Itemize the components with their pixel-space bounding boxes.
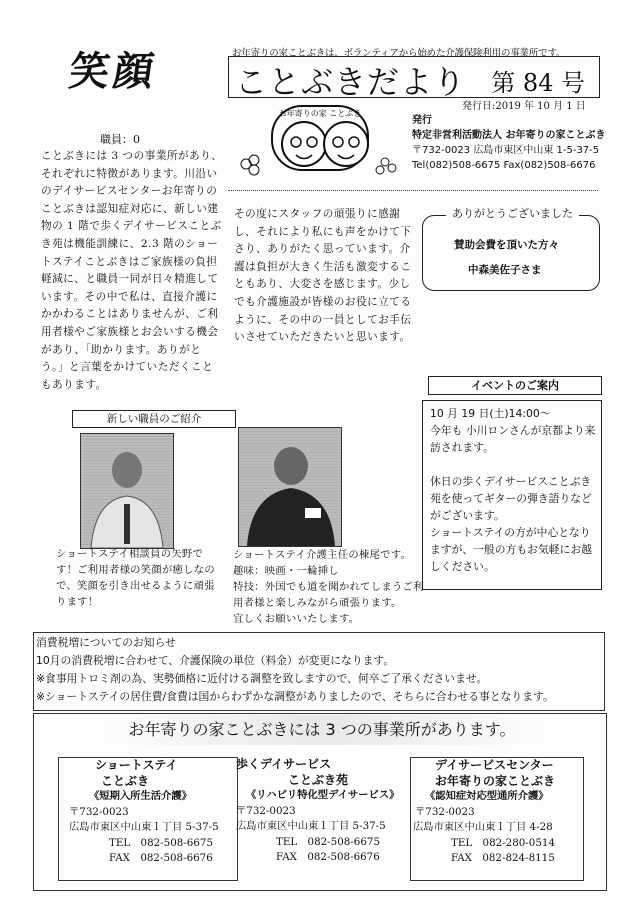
office-fax: FAX 082-508-6676 xyxy=(276,851,380,863)
publisher-label: 発行 xyxy=(412,115,432,126)
staff-photo-1 xyxy=(80,433,174,549)
office-type: 《短期入所生活介護》 xyxy=(89,790,192,802)
office-type: 《認知症対応型通所介護》 xyxy=(425,790,549,802)
tax-heading: 消費税増についてのお知らせ xyxy=(36,636,176,649)
staff-2-closing: 宜しくお願いいたします。 xyxy=(233,613,360,625)
office-tel: TEL 082-508-6675 xyxy=(109,836,213,849)
issue-number: 第 84 号 xyxy=(491,69,585,97)
tax-line-2: ※食事用トロミ剤の為、実勢価格に近付ける調整を致しますので、何卒ご了承くださいませ。 xyxy=(36,672,488,685)
thanks-box xyxy=(422,215,600,291)
newsletter-title: ことぶきだより xyxy=(235,63,467,101)
office-zip: 〒732-0023 xyxy=(236,804,296,817)
tax-notice xyxy=(36,634,602,706)
staff-1-caption: ショートステイ相談員の矢野です！ご利用者様の笑顔が癒しなので、笑顔を引き出せるように頑張ります！ xyxy=(56,548,215,608)
logo-title: 笑顔 xyxy=(66,48,161,95)
person-icon xyxy=(239,428,341,546)
office-tel: TEL 082-280-0514 xyxy=(451,836,555,849)
staff-2-hobby: 趣味：映画・一輪挿し xyxy=(233,565,339,577)
article-left-column: ことぶきには 3 つの事業所があり、それぞれに特徴があります。川沿いのデイサービスセンターお年寄りのことぶきは認知症対応に、新しい建物の 1 階で歩くデイサービスことぶき苑は機能訓練に、2.3 階のショートステイことぶきはご家族様の負担軽減に、と職員一同が日々精進しています。その中で私は、直接介護にかかわることはありませんが、ご利用者様やご家族様とお会いする機会があり、「助かります。ありがとう。」と言葉をかけていただくこともあります。 xyxy=(41,150,223,391)
office-subname: ことぶき xyxy=(101,773,150,788)
office-address: 広島市東区中山東１丁目 4-28 xyxy=(413,821,553,833)
publisher-phone: Tel(082)508-6675 Fax(082)508-6676 xyxy=(412,160,596,171)
thanks-name: 中森美佐子さま xyxy=(468,264,542,276)
staff-photo-2 xyxy=(238,427,342,547)
office-fax: FAX 082-508-6676 xyxy=(109,852,213,864)
new-staff-heading: 新しい職員のご紹介 xyxy=(72,410,236,428)
offices-banner: お年寄りの家ことぶきには 3 つの事業所があります。 xyxy=(44,715,600,745)
office-short-stay xyxy=(58,757,238,881)
thanks-subheading: 賛助会費を頂いた方々 xyxy=(454,239,559,251)
tax-line-1: 10月の消費税増に合わせて、介護保険の単位（料金）が変更になります。 xyxy=(36,654,395,667)
event-line-2: 休日の歩くデイサービスことぶき苑を使ってギターの弾き語りなどがございます。 xyxy=(430,475,592,522)
staff-2-intro: ショートステイ介護主任の棟尾です。 xyxy=(233,549,412,561)
office-name: ショートステイ xyxy=(95,758,178,772)
office-dementia-day xyxy=(410,757,584,881)
newsletter-title-box xyxy=(228,56,600,101)
office-fax: FAX 082-824-8115 xyxy=(451,852,555,864)
staff-2-caption xyxy=(233,547,429,627)
thanks-heading: ありがとうございました xyxy=(446,205,579,221)
office-subname: お年寄りの家ことぶき xyxy=(435,773,556,788)
emblem-illustration xyxy=(232,100,407,188)
office-subname: ことぶき苑 xyxy=(288,772,349,787)
intro-line: お年寄りの家ことぶきは、ボランティアから始めた介護保険利用の事業所です。 xyxy=(232,48,566,59)
staff-count: 職員：0 xyxy=(100,133,140,146)
event-date: 10 月 19 日(土)14:00～ xyxy=(430,407,551,420)
office-name: デイサービスセンター xyxy=(435,758,554,772)
office-walking-day xyxy=(236,757,406,866)
office-name: 歩くデイサービス xyxy=(236,757,332,771)
emblem-label: お年寄りの家 ことぶき xyxy=(278,109,362,118)
event-heading: イベントのご案内 xyxy=(428,376,602,395)
issue-date: 発行日:2019 年 10 月 1 日 xyxy=(462,101,586,112)
article-middle-column: その度にスタッフの頑張りに感謝し、それにより私にも声をかけて下さり、ありがたく思っています。介護は負担が大きく生活も激変することもあり、大変さを感じます。少しでも介護施設が皆様のお役に立てるように、その中の一員としてお手伝いさせていただきたいと思います。 xyxy=(234,208,412,344)
publisher-info xyxy=(412,113,605,173)
office-address: 広島市東区中山東１丁目 5-37-5 xyxy=(236,820,386,832)
staff-2-skill: 特技：外国でも道を聞かれてしまうご利用者様と楽しみながら頑張ります。 xyxy=(233,581,424,609)
tax-line-3: ※ショートステイの居住費/食費は国からわずかな調整がありましたので、そちらに合わせる事となります。 xyxy=(36,690,554,703)
publisher-org: 特定非営利活動法人 お年寄りの家ことぶき xyxy=(412,130,606,141)
office-tel: TEL 082-508-6675 xyxy=(276,835,380,848)
office-address: 広島市東区中山東１丁目 5-37-5 xyxy=(69,821,219,833)
publisher-address: 〒732-0023 広島市東区中山東 1-5-37-5 xyxy=(412,145,600,156)
office-zip: 〒732-0023 xyxy=(415,805,475,818)
divider xyxy=(228,190,598,191)
event-line-1: 今年も 小川ロンさんが京都より来訪されます。 xyxy=(430,424,596,454)
office-zip: 〒732-0023 xyxy=(69,805,129,818)
person-icon xyxy=(81,434,173,548)
event-line-3: ショートステイの方が中心となりますが、一般の方もお気軽にお越しください。 xyxy=(430,526,592,573)
event-details xyxy=(430,405,598,575)
office-type: 《リハビリ特化型デイサービス》 xyxy=(246,789,400,801)
